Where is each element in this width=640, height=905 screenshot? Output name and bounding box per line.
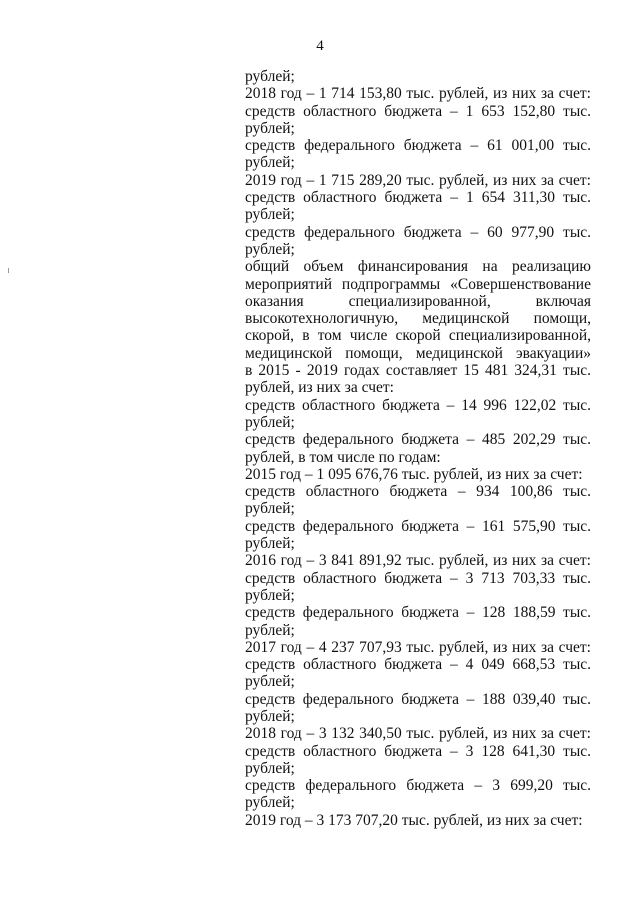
- text-line: в 2015 - 2019 годах составляет 15 481 324,31 тыс.: [245, 362, 591, 380]
- text-line: 2017 год – 4 237 707,93 тыс. рублей, из них за счет:: [245, 638, 591, 656]
- text-line: рублей;: [245, 586, 295, 604]
- text-line: рублей;: [245, 68, 295, 85]
- text-line: средств областного бюджета – 1 654 311,30 тыс.: [245, 189, 591, 207]
- text-line: рублей, из них за счет:: [245, 379, 394, 397]
- text-line: средств областного бюджета – 3 128 641,30 тыс.: [245, 742, 591, 760]
- text-line: 2019 год – 1 715 289,20 тыс. рублей, из них за счет:: [245, 171, 591, 189]
- text-line: рублей;: [245, 500, 295, 518]
- text-line: высокотехнологичную, медицинской помощи,: [245, 310, 591, 328]
- text-line: рублей;: [245, 535, 295, 553]
- text-line: рублей;: [245, 759, 295, 777]
- text-line: рублей;: [245, 413, 295, 431]
- text-line: медицинской помощи, медицинской эвакуации»: [245, 344, 591, 362]
- text-line: рублей;: [245, 154, 295, 172]
- text-line: средств федерального бюджета – 485 202,29 тыс.: [245, 431, 591, 449]
- page-number: 4: [316, 38, 324, 54]
- text-line: рублей;: [245, 673, 295, 691]
- text-line: рублей;: [245, 794, 295, 812]
- text-line: средств областного бюджета – 3 713 703,33 тыс.: [245, 569, 591, 587]
- text-line: средств федерального бюджета – 128 188,59 тыс.: [245, 604, 591, 622]
- text-line: мероприятий подпрограммы «Совершенствование: [245, 275, 591, 293]
- text-line: средств областного бюджета – 14 996 122,02 тыс.: [245, 396, 591, 414]
- text-line: 2016 год – 3 841 891,92 тыс. рублей, из них за счет:: [245, 552, 591, 570]
- text-line: рублей;: [245, 707, 295, 725]
- text-line: общий объем финансирования на реализацию: [245, 258, 591, 276]
- text-line: 2019 год – 3 173 707,20 тыс. рублей, из них за счет:: [245, 811, 583, 829]
- text-line: рублей;: [245, 206, 295, 224]
- text-line: рублей;: [245, 119, 295, 137]
- text-line: 2018 год – 1 714 153,80 тыс. рублей, из них за счет:: [245, 85, 591, 103]
- text-line: средств федерального бюджета – 61 001,00 тыс.: [245, 137, 591, 155]
- text-line: средств федерального бюджета – 60 977,90 тыс.: [245, 223, 591, 241]
- text-line: средств федерального бюджета – 188 039,40 тыс.: [245, 690, 591, 708]
- margin-mark: [8, 268, 9, 273]
- text-line: 2015 год – 1 095 676,76 тыс. рублей, из них за счет:: [245, 465, 583, 483]
- text-line: средств областного бюджета – 934 100,86 тыс.: [245, 483, 591, 501]
- text-line: скорой, в том числе скорой специализированной,: [245, 327, 591, 345]
- body-text: [245, 68, 591, 829]
- text-line: рублей;: [245, 240, 295, 258]
- text-line: рублей, в том числе по годам:: [245, 448, 441, 466]
- text-line: рублей;: [245, 621, 295, 639]
- text-line: 2018 год – 3 132 340,50 тыс. рублей, из них за счет:: [245, 725, 591, 743]
- text-line: средств областного бюджета – 4 049 668,53 тыс.: [245, 656, 591, 674]
- text-line: средств областного бюджета – 1 653 152,80 тыс.: [245, 102, 591, 120]
- text-line: средств федерального бюджета – 3 699,20 тыс.: [245, 777, 591, 795]
- text-line: оказания специализированной, включая: [245, 292, 591, 310]
- text-line: средств федерального бюджета – 161 575,90 тыс.: [245, 517, 591, 535]
